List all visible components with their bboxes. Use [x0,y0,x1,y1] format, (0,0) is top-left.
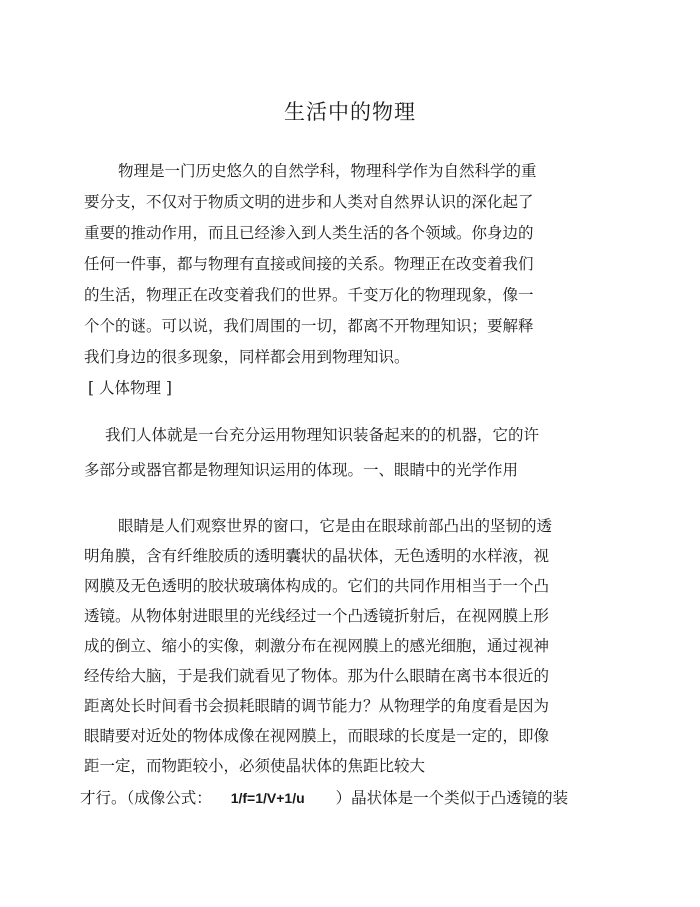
lens-formula: 1/f=1/V+1/u [230,790,305,806]
eye-line: 眼睛要对近处的物体成像在视网膜上，而眼球的长度是一定的，即像 [84,727,550,745]
intro-line: 物理是一门历史悠久的自然学科，物理科学作为自然科学的重 [118,162,537,180]
formula-line-pre: 才行。（成像公式： [80,789,212,807]
intro-line: 要分支，不仅对于物质文明的进步和人类对自然界认识的深化起了 [84,193,534,211]
eye-line: 网膜及无色透明的胶状玻璃体构成的。它们的共同作用相当于一个凸 [84,577,550,595]
eye-line: 经传给大脑，于是我们就看见了物体。那为什么眼睛在离书本很近的 [84,667,550,685]
section-heading: [ 人体物理 ] [88,379,172,397]
eye-line: 明角膜，含有纤维胶质的透明囊状的晶状体，无色透明的水样液，视 [84,547,550,565]
body-line: 我们人体就是一台充分运用物理知识装备起来的的机器，它的许 [105,426,540,444]
intro-line: 任何一件事，都与物理有直接或间接的关系。物理正在改变着我们 [84,255,534,273]
eye-line: 距离处长时间看书会损耗眼睛的调节能力？从物理学的角度看是因为 [84,697,550,715]
eye-line: 透镜。从物体射进眼里的光线经过一个凸透镜折射后，在视网膜上形 [84,607,550,625]
intro-line: 我们身边的很多现象，同样都会用到物理知识。 [84,348,410,366]
formula-line-post: ）晶状体是一个类似于凸透镜的装 [335,789,569,807]
eye-line: 眼睛是人们观察世界的窗口，它是由在眼球前部凸出的坚韧的透 [118,517,553,535]
page-title: 生活中的物理 [284,100,416,124]
body-line: 多部分或器官都是物理知识运用的体现。一、眼睛中的光学作用 [84,461,519,479]
eye-line: 成的倒立、缩小的实像，刺激分布在视网膜上的感光细胞，通过视神 [84,637,550,655]
intro-line: 个个的谜。可以说，我们周围的一切，都离不开物理知识；要解释 [84,317,534,335]
intro-line: 的生活，物理正在改变着我们的世界。千变万化的物理现象，像一 [84,286,534,304]
formula-line [80,788,568,808]
intro-line: 重要的推动作用，而且已经渗入到人类生活的各个领域。你身边的 [84,224,534,242]
eye-line: 距一定，而物距较小，必须使晶状体的焦距比较大 [84,757,426,775]
